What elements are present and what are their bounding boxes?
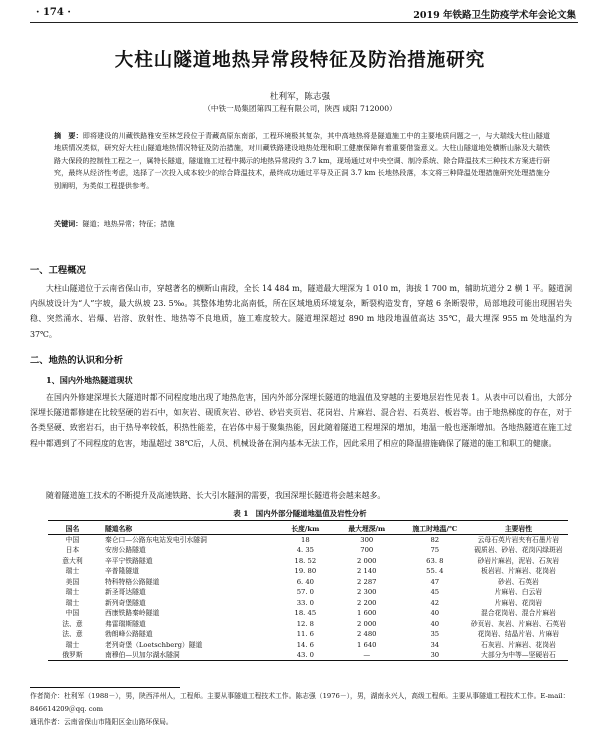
table-row	[48, 535, 568, 546]
cell-lithology: 片麻岩、白云岩	[494, 588, 543, 597]
paper-title: 大柱山隧道地热异常段特征及防治措施研究	[114, 50, 486, 71]
cell-length: 19. 80	[294, 567, 317, 576]
table-row	[48, 619, 568, 629]
subsection-2-1-heading: 1、国内外地热隧道现状	[46, 375, 133, 385]
col-header-length: 长度/km	[278, 521, 333, 535]
cell-max-depth: 1 600	[357, 609, 377, 618]
table-1-caption: 表 1 国内外部分隧道地温值及岩性分析	[233, 509, 367, 518]
table-row	[48, 629, 568, 639]
cell-country: 瑞士	[65, 640, 80, 649]
cell-lithology: 大部分为中等—坚硬岩石	[469, 650, 568, 661]
section-2-heading: 二、地热的认识和分析	[30, 355, 123, 366]
abstract-text: 即将建设的川藏铁路雅安至林芝段位于青藏高原东南部，工程环境极其复杂，其中高地热将是隧道施工中的主要地质问题之一，与大瑞线大柱山隧道地质情况类似，研究好大柱山隧道地热情况特征及防治措施，对川藏铁路建设地热处理和职工健康保障有着重要借鉴意义。大柱山隧道地处横断山脉及大瑞铁路大保段的控制性工程之一，属特长隧道，隧道施工过程中揭示的地热异常段约 3.7 km，现场通过对中央空调、制冷系统、除合降温技术三种技术方案进行研究，最终从经济性考虑，选择了一次投入成本较少的综合降温技术，最终成功通过平导及正洞 3.7 km 长地热段落，本文将三种降温处理措施研究处理措施分别阐明，为类似工程提供参考。	[54, 131, 551, 190]
col-header-lithology: 主要岩性	[469, 521, 568, 535]
cell-ground-temp: 63. 8	[426, 556, 444, 565]
cell-country: 瑞士	[65, 567, 80, 576]
cell-length: 4. 35	[296, 546, 314, 555]
cell-ground-temp: 35	[430, 630, 440, 639]
cell-country: 中国	[65, 536, 80, 544]
cell-ground-temp: 40	[430, 609, 440, 618]
cell-tunnel-name: 新圣哥达隧道	[104, 588, 146, 597]
cell-length: 11. 6	[296, 630, 314, 639]
cell-country: 美国	[65, 577, 80, 586]
cell-max-depth: 700	[360, 546, 374, 555]
cell-tunnel-name: 老列奇堡（Loetschberg）隧道	[104, 640, 203, 649]
cell-lithology: 云母石英片岩夹有石墨片岩	[477, 536, 560, 544]
cell-length: 14. 6	[296, 640, 314, 649]
cell-country: 法、意	[62, 619, 83, 628]
journal-title: 2019 年铁路卫生防疫学术年会论文集	[413, 10, 576, 21]
cell-length: 18	[301, 536, 310, 544]
cell-max-depth: 2 300	[357, 588, 377, 597]
cell-tunnel-name: 西康铁路秦岭隧道	[104, 609, 160, 618]
cell-tunnel-name: 安房公路隧道	[104, 546, 146, 555]
cell-tunnel-name: 弗雷瑞斯隧道	[104, 619, 146, 628]
cell-country: 瑞士	[65, 598, 80, 607]
cell-ground-temp: 42	[430, 598, 440, 607]
footnote-rule	[30, 687, 180, 688]
cell-lithology: 砂页岩、灰岩、片麻岩、石英岩	[470, 619, 566, 628]
col-header-ground-temp: 施工时地温/℃	[401, 521, 469, 535]
cell-tunnel-name: 勃朗峰公路隧道	[104, 630, 153, 639]
cell-ground-temp: 45	[430, 588, 440, 597]
keywords-label: 关键词：	[54, 219, 83, 228]
cell-lithology: 片麻岩、花岗岩	[494, 598, 543, 607]
table-row	[48, 650, 568, 661]
cell-country: 瑞士	[65, 588, 80, 597]
cell-tunnel-name: 辛平宁铁路隧道	[104, 556, 153, 565]
authors: 杜利军，陈志强	[269, 92, 331, 102]
cell-tunnel-name: 南穆伯—贝加尔湖水隧洞	[97, 650, 278, 661]
cell-length: 18. 52	[294, 556, 317, 565]
cell-length: 43. 0	[278, 650, 333, 661]
cell-tunnel-name: 秦仑口—公路东电站发电引水隧洞	[104, 536, 207, 544]
table-row	[48, 545, 568, 555]
keywords	[54, 219, 175, 229]
cell-length: 57. 0	[296, 588, 314, 597]
cell-tunnel-name: 辛普隆隧道	[104, 567, 139, 576]
cell-country: 法、意	[62, 630, 83, 639]
section-2-paragraph-1: 在国内外修建深埋长大隧道时都不同程度地出现了地热危害，国内外部分深埋长隧道的地温值及穿越的主要地层岩性见表 1。从表中可以看出，大部分深埋长隧道都修建在比较坚硬的岩石中，如灰岩、砚质灰岩、砂岩、砂岩夹页岩、花岗岩、片麻岩、混合岩、石英岩、板岩等。由于地热梯度的存在，对于各类坚硬、致密岩石，由于热导率较低，积热性能差，在岩体中易于聚集热能，因此随着隧道工程埋深的增加，地温一般也逐渐增加。各地热隧道在施工过程中都遇到了不同程度的危害，地温超过 38℃后，人员、机械设备在洞内基本无法工作，因此采用了相应的降温措施确保了隧道的施工和职工的健康。	[30, 393, 572, 448]
cell-country: 俄罗斯	[48, 650, 97, 661]
cell-ground-temp: 82	[430, 536, 440, 544]
cell-max-depth: 2 480	[357, 630, 377, 639]
cell-max-depth: 2 000	[357, 556, 377, 565]
cell-lithology: 混合花岗岩、混合片麻岩	[481, 609, 556, 618]
footnote-author-bio: 作者简介：杜利军（1988－），男，陕西洋州人，工程师。主要从事隧道工程技术工作。陈志强（1976－），男，湖南永兴人，高级工程师。主要从事隧道工程技术工作。E-mail：846614209＠qq. com	[30, 692, 570, 713]
cell-country: 中国	[65, 609, 80, 618]
section-1-heading: 一、工程概况	[30, 265, 86, 276]
abstract	[54, 130, 550, 192]
running-header	[0, 0, 600, 26]
cell-max-depth: 2 000	[357, 619, 377, 628]
cell-max-depth: 2 140	[357, 567, 377, 576]
cell-length: 12. 8	[296, 619, 314, 628]
affiliation: （中铁一局集团第四工程有限公司，陕西 咸阳 712000）	[203, 104, 397, 113]
cell-max-depth: 2 287	[357, 577, 377, 586]
cell-ground-temp: 47	[430, 577, 440, 586]
cell-max-depth: 2 200	[357, 598, 377, 607]
cell-ground-temp: 34	[430, 640, 440, 649]
cell-length: 6. 40	[296, 577, 314, 586]
cell-length: 18. 45	[294, 609, 317, 618]
page-number: · 174 ·	[36, 7, 71, 18]
table-1	[48, 520, 568, 661]
table-row	[48, 608, 568, 618]
col-header-max-depth: 最大埋深/m	[333, 521, 401, 535]
cell-ground-temp: 55. 4	[426, 567, 444, 576]
cell-lithology: 板岩岩、片麻岩、花岗岩	[481, 567, 556, 576]
table-row	[48, 598, 568, 608]
cell-ground-temp: 40	[430, 619, 440, 628]
abstract-label: 摘 要：	[54, 131, 83, 140]
table-row	[48, 556, 568, 566]
section-1-paragraph: 大柱山隧道位于云南省保山市，穿越著名的横断山南段，全长 14 484 m，隧道最大埋深为 1 010 m，海拔 1 700 m，辅助坑道分 2 横 1 平。隧道洞内纵坡设计为“人”字坡，最大纵坡 23. 5‰。其整体地势北高南低，所在区域地质环境复杂，断裂构造发育，穿越 6 条断裂带，局部地段可能出现围岩失稳、突然涌水、岩爆、岩溶、放射性、地热等不良地质，施工难度较大。隧道埋深超过 890 m 地段地温值高达 35℃，最大埋深 955 m 处地温约为 37℃。	[30, 284, 572, 339]
table-row	[48, 587, 568, 597]
cell-lithology: 砂岩、石英岩	[498, 577, 539, 586]
table-row	[48, 577, 568, 587]
cell-lithology: 砂岩片麻岩，泥岩、石灰岩	[477, 556, 560, 565]
cell-ground-temp: 75	[430, 546, 440, 555]
col-header-tunnel-name: 隧道名称	[97, 521, 278, 535]
table-row	[48, 640, 568, 650]
cell-max-depth: 300	[360, 536, 374, 544]
cell-tunnel-name: 特科特格公路隧道	[104, 577, 160, 586]
cell-max-depth: 1 640	[357, 640, 377, 649]
cell-lithology: 砚质岩、砂岩、花岗闪绿斑岩	[474, 546, 563, 555]
footnote-correspondence: 通讯作者：云南省保山市隆阳区金山路环保局。	[30, 718, 173, 726]
cell-max-depth: —	[333, 650, 401, 661]
cell-country: 日本	[65, 546, 80, 555]
cell-lithology: 石灰岩、片麻岩、花岗岩	[481, 640, 556, 649]
col-header-country: 国名	[48, 521, 97, 535]
cell-tunnel-name: 新列奇堡隧道	[104, 598, 146, 607]
cell-lithology: 花岗岩、结晶片岩、片麻岩	[477, 630, 560, 639]
cell-ground-temp: 30	[401, 650, 469, 661]
section-2-paragraph-2: 随着隧道施工技术的不断提升及高速铁路、长大引水隧洞的需要，我国深埋长隧道将会越来越多。	[46, 491, 386, 500]
cell-country: 意大利	[62, 556, 83, 565]
keywords-text: 隧道；地热异常；特征；措施	[82, 219, 175, 228]
cell-length: 33. 0	[296, 598, 314, 607]
table-row	[48, 566, 568, 576]
table-header-row	[48, 521, 568, 535]
table-1-body	[48, 535, 568, 661]
header-rule	[30, 22, 578, 23]
